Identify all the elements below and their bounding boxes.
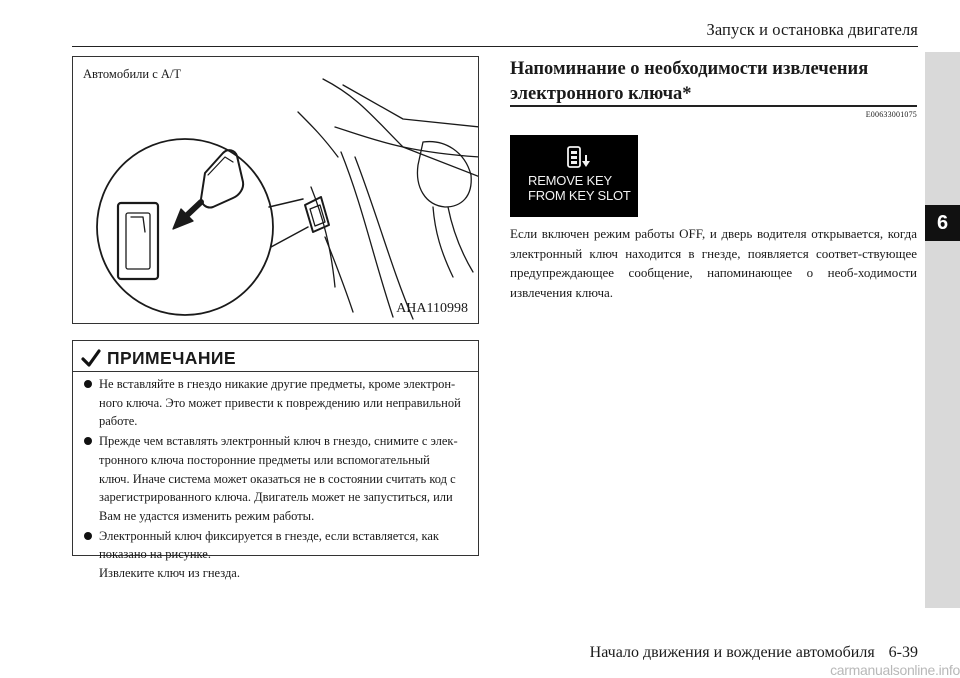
note-item — [83, 375, 470, 431]
section-code: E00633001075 — [865, 110, 917, 119]
note-item-text: Электронный ключ фиксируется в гнезде, если вставляется, как показано на рисунке. Извлеките ключ из гнезда. — [99, 528, 439, 581]
footer-section: Начало движения и вождение автомобиля — [589, 644, 875, 661]
chapter-badge: 6 — [925, 205, 960, 241]
note-item — [83, 527, 470, 583]
note-divider — [73, 371, 478, 372]
header-title: Запуск и остановка двигателя — [706, 20, 918, 39]
check-icon — [81, 349, 101, 367]
key-slot-illustration — [73, 57, 479, 324]
key-remove-icon — [566, 146, 592, 170]
display-message: REMOVE KEY FROM KEY SLOT — [528, 173, 631, 203]
bullet-icon — [84, 532, 92, 540]
watermark: carmanualsonline.info — [830, 662, 960, 678]
note-box — [72, 340, 479, 581]
note-item — [83, 432, 470, 526]
page-footer — [500, 644, 918, 662]
page-header — [72, 18, 918, 47]
chapter-tab — [925, 52, 960, 608]
section-heading-line2: электронного ключа* — [510, 84, 692, 104]
note-title: ПРИМЕЧАНИЕ — [107, 347, 236, 368]
section-body: Если включен режим работы OFF, и дверь водителя открывается, когда электронный ключ находится в гнезде, появляется соответ-ствующее предупреждающее сообщение, напоминающее о необ-ходимости извлечения ключа. — [510, 226, 917, 300]
figure-box — [72, 56, 479, 324]
note-list — [83, 375, 470, 584]
section-heading-line1: Напоминание о необходимости извлечения — [510, 59, 869, 79]
warning-display — [510, 135, 638, 217]
bullet-icon — [84, 437, 92, 445]
page-number: 6-39 — [888, 644, 918, 661]
figure-code: AHA110998 — [396, 301, 468, 316]
note-item-text: Не вставляйте в гнездо никакие другие предметы, кроме электрон- ного ключа. Это может привести к повреждению или неправильной работе. — [99, 377, 461, 429]
section-heading — [510, 56, 917, 107]
figure-caption: Автомобили с A/T — [83, 67, 181, 81]
bullet-icon — [84, 380, 92, 388]
note-header — [81, 345, 236, 371]
note-item-text: Прежде чем вставлять электронный ключ в гнездо, снимите с элек- тронного ключа посторонние предметы или вспомогательный ключ. Иначе система может оказаться не в состоянии считать код с зарегистрированного ключа. Двигатель может не запуститься, или Вам не удастся изменить режим работы. — [99, 434, 458, 523]
